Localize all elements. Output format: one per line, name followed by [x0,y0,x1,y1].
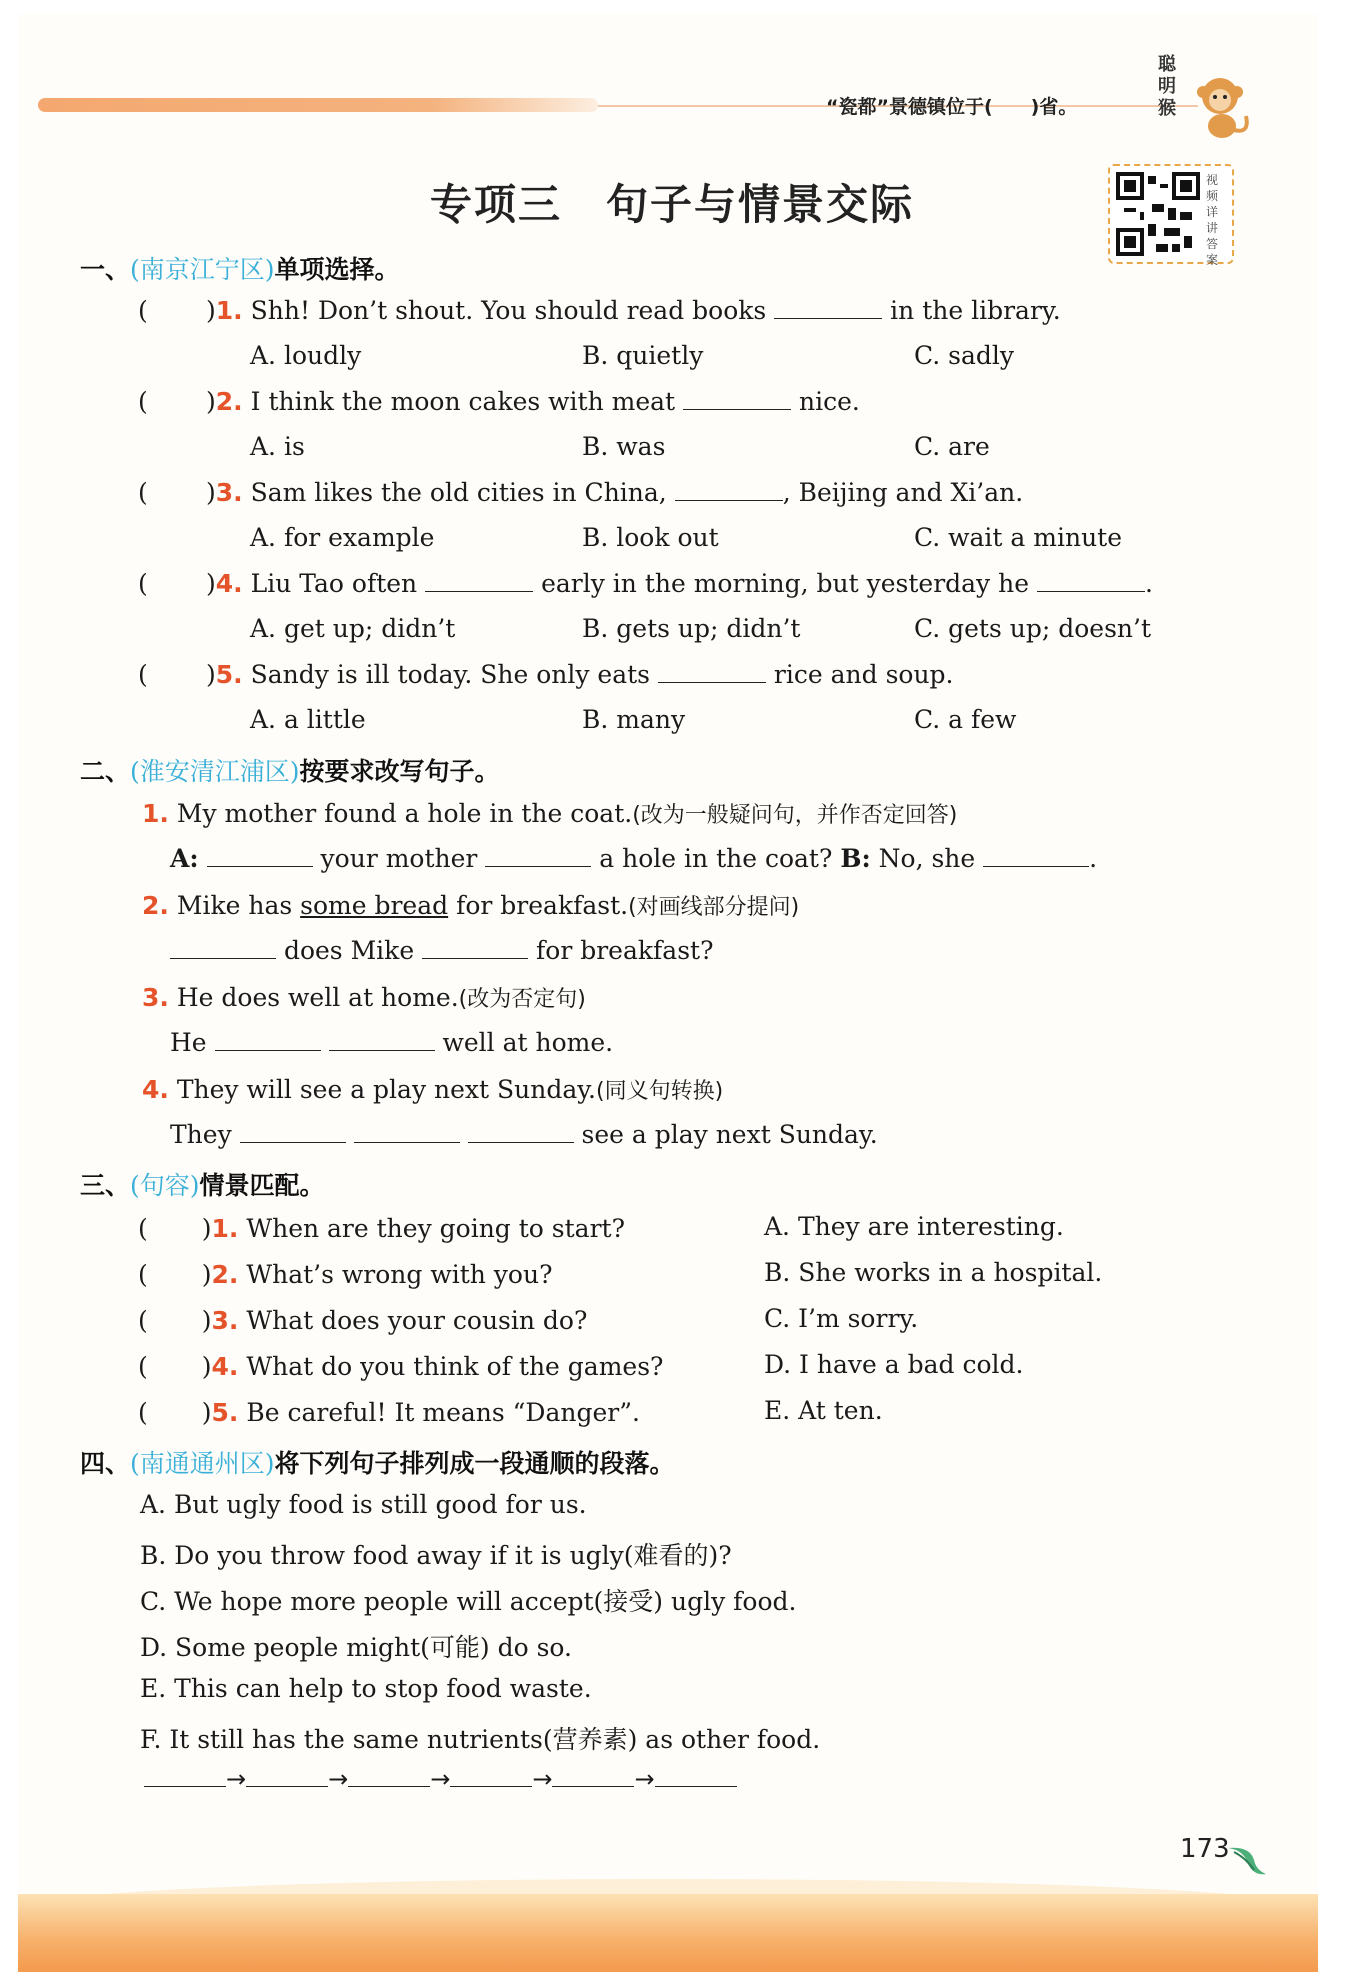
arrow-icon: → [634,1765,655,1793]
match-question-1: ( )1. When are they going to start? [138,1214,625,1243]
option-a: A. for example [250,523,435,552]
section3-number: 三、 [80,1171,131,1200]
option-a: A. loudly [250,341,362,370]
page [18,14,1318,1972]
answer-blank[interactable] [675,478,783,501]
item-number: 1. [142,799,169,828]
option-c: C. sadly [914,341,1014,370]
trivia-question: “瓷都”景德镇位于( )省。 [826,96,1078,118]
match-answer-a: A. They are interesting. [764,1212,1064,1241]
question-text-end: , Beijing and Xi’an. [782,478,1024,507]
rewrite-answer-2: does Mike for breakfast? [170,936,713,965]
match-question-4: ( )4. What do you think of the games? [138,1352,664,1381]
option-a: A. a little [250,705,366,734]
question-text: I think the moon cakes with meat [250,387,676,416]
answer-blank[interactable] [658,660,766,683]
order-blank[interactable] [552,1764,634,1787]
order-blank[interactable] [144,1764,226,1787]
item-number: 4. [142,1075,169,1104]
sentence-c: C. We hope more people will accept(接受) ugly food. [140,1587,797,1616]
rewrite-item-2: 2. Mike has some bread for breakfast.(对画线部分提问) [142,891,800,920]
question-text-end: rice and soup. [773,660,954,689]
section1-number: 一、 [80,255,131,284]
mascot-label: 聪明猴 [1158,54,1176,119]
rewrite-answer-4: They see a play next Sunday. [170,1120,878,1149]
option-c: C. a few [914,705,1017,734]
question-text-end: nice. [799,387,860,416]
question-text: Shh! Don’t shout. You should read books [250,296,767,325]
section4-title: 将下列句子排列成一段通顺的段落。 [274,1449,675,1478]
option-c: C. are [914,432,990,461]
arrow-icon: → [430,1765,451,1793]
monkey-mascot-icon [1158,54,1258,144]
answer-blank[interactable] [425,569,533,592]
sentence-b: B. Do you throw food away if it is ugly(难看的)? [140,1541,732,1570]
mc-question-5: )5. Sandy is ill today. She only eats rice and soup. [206,660,954,689]
question-number: 5. [215,660,243,689]
answer-blank[interactable] [485,844,591,867]
option-b: B. gets up; didn’t [582,614,801,643]
question-text: Sam likes the old cities in China, [250,478,667,507]
sentence-f: F. It still has the same nutrients(营养素) as other food. [140,1725,821,1754]
item-instruction: (对画线部分提问) [628,895,800,920]
qr-code[interactable] [1108,164,1234,267]
header-band [38,98,598,112]
option-c: C. gets up; doesn’t [914,614,1151,643]
match-question-2: ( )2. What’s wrong with you? [138,1260,553,1289]
footer-band [18,1894,1318,1972]
mc-question-2: )2. I think the moon cakes with meat nice. [206,387,860,416]
qr-pattern-icon [1116,172,1200,256]
answer-blank[interactable] [683,387,791,410]
mc-question-3: )3. Sam likes the old cities in China, , Beijing and Xi’an. [206,478,1024,507]
answer-blank[interactable] [422,936,528,959]
rewrite-item-4: 4. They will see a play next Sunday.(同义句转换) [142,1075,724,1104]
match-answer-c: C. I’m sorry. [764,1304,919,1333]
rewrite-answer-1: A: your mother a hole in the coat? B: No, she . [170,844,1098,873]
rewrite-answer-3: He well at home. [170,1028,614,1057]
item-instruction: (同义句转换) [596,1079,724,1104]
order-blank[interactable] [348,1764,430,1787]
item-instruction: (改为否定句) [458,987,586,1012]
option-a: A. is [250,432,305,461]
item-instruction: (改为一般疑问句，并作否定回答) [632,803,958,828]
section2-number: 二、 [80,757,131,786]
answer-blank[interactable] [354,1120,460,1143]
question-text: Sandy is ill today. She only eats [250,660,651,689]
option-a: A. get up; didn’t [250,614,456,643]
match-question-5: ( )5. Be careful! It means “Danger”. [138,1398,640,1427]
question-number: 3. [215,478,243,507]
page-number: 173 [1180,1834,1230,1864]
answer-blank[interactable] [983,844,1089,867]
match-answer-d: D. I have a bad cold. [764,1350,1024,1379]
section1-region: (南京江宁区) [130,255,275,284]
match-answer-b: B. She works in a hospital. [764,1258,1103,1287]
arrow-icon: → [328,1765,349,1793]
answer-paren-open: ( [138,660,148,689]
answer-paren-open: ( [138,569,148,598]
sentence-d: D. Some people might(可能) do so. [140,1633,572,1662]
question-text-end: in the library. [890,296,1061,325]
item-number: 2. [142,891,169,920]
option-b: B. quietly [582,341,704,370]
page-title: 专项三 句子与情景交际 [430,180,915,229]
qr-caption: 视频详讲答案 [1206,173,1219,267]
option-b: B. many [582,705,686,734]
option-b: B. was [582,432,666,461]
arrow-icon: → [532,1765,553,1793]
sentence-a: A. But ugly food is still good for us. [140,1490,587,1519]
question-text: Liu Tao often [250,569,418,598]
item-text: My mother found a hole in the coat. [176,799,633,828]
section2-region: (淮安清江浦区) [130,757,300,786]
question-number: 4. [215,569,243,598]
rewrite-item-3: 3. He does well at home.(改为否定句) [142,983,586,1012]
order-blank[interactable] [655,1764,737,1787]
leaf-ornament-icon [1224,1840,1270,1880]
answer-paren-open: ( [138,296,148,325]
option-b: B. look out [582,523,719,552]
underlined-phrase: some bread [300,891,449,920]
section2-heading [80,752,500,788]
option-c: C. wait a minute [914,523,1123,552]
section4-region: (南通通州区) [130,1449,275,1478]
answer-blank[interactable] [170,936,276,959]
sentence-e: E. This can help to stop food waste. [140,1674,592,1703]
question-number: 1. [215,296,243,325]
answer-blank[interactable] [774,296,882,319]
answer-blank[interactable] [207,844,313,867]
question-number: 2. [215,387,243,416]
section3-heading [80,1166,325,1202]
answer-blank[interactable] [468,1120,574,1143]
order-answer-row [144,1764,737,1793]
section4-number: 四、 [80,1449,131,1478]
section3-region: (句容) [130,1171,200,1200]
match-answer-e: E. At ten. [764,1396,883,1425]
rewrite-item-1 [142,798,957,829]
order-blank[interactable] [450,1764,532,1787]
answer-blank[interactable] [329,1028,435,1051]
item-number: 3. [142,983,169,1012]
arrow-icon: → [226,1765,247,1793]
section1-title: 单项选择。 [274,255,400,284]
answer-blank[interactable] [1037,569,1145,592]
answer-blank[interactable] [240,1120,346,1143]
match-question-3: ( )3. What does your cousin do? [138,1306,588,1335]
mc-question-1: )1. Shh! Don’t shout. You should read books in the library. [206,296,1061,325]
order-blank[interactable] [246,1764,328,1787]
question-text-mid: early in the morning, but yesterday he [541,569,1030,598]
section2-title: 按要求改写句子。 [299,757,500,786]
section4-heading [80,1444,675,1480]
section1-heading [80,250,400,286]
mc-question-4: )4. Liu Tao often early in the morning, but yesterday he . [206,569,1153,598]
answer-paren-open: ( [138,387,148,416]
section3-title: 情景匹配。 [199,1171,325,1200]
answer-blank[interactable] [215,1028,321,1051]
answer-paren-open: ( [138,478,148,507]
